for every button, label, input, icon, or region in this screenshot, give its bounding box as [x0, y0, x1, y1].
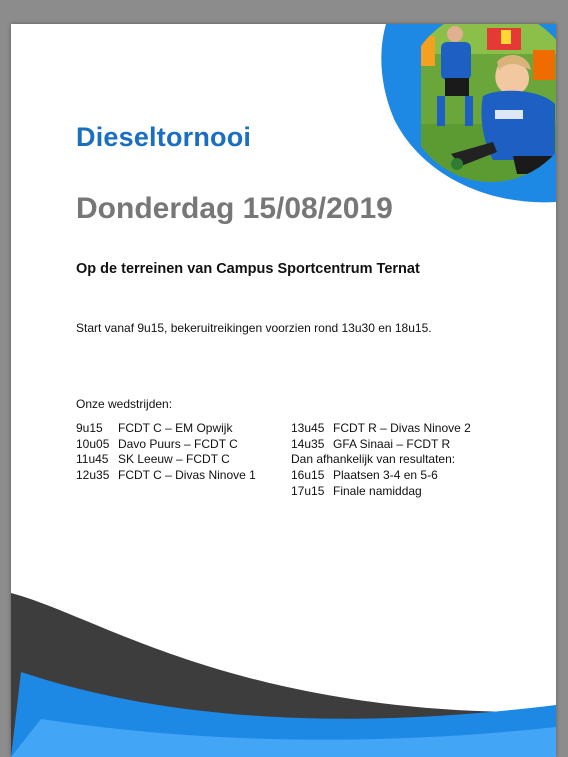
- schedule-left-column: [76, 421, 256, 484]
- match-time: 14u35: [291, 436, 325, 451]
- match-teams: Davo Puurs – FCDT C: [118, 436, 238, 451]
- event-location: Op de terreinen van Campus Sportcentrum Ternat: [76, 261, 420, 277]
- page-title: Dieseltornooi: [76, 122, 252, 152]
- schedule-right-column: [291, 421, 471, 500]
- start-info: Start vanaf 9u15, bekeruitreikingen voorzien rond 13u30 en 18u15.: [76, 321, 432, 335]
- match-time: 17u15: [291, 483, 325, 498]
- match-time: 11u45: [76, 452, 109, 467]
- conditional-note: Dan afhankelijk van resultaten:: [291, 452, 456, 467]
- match-teams: GFA Sinaai – FCDT R: [333, 436, 451, 451]
- match-time: 16u15: [291, 468, 325, 483]
- schedule-row: [291, 421, 471, 437]
- schedule-row: [76, 452, 256, 468]
- bottom-swoosh-decoration: [11, 587, 556, 757]
- schedule-row: [291, 468, 471, 484]
- match-time: 9u15: [76, 421, 103, 435]
- match-teams: FCDT R – Divas Ninove 2: [333, 421, 471, 435]
- match-time: 12u35: [76, 468, 110, 483]
- event-date: Donderdag 15/08/2019: [76, 192, 393, 225]
- match-teams: Plaatsen 3-4 en 5-6: [333, 468, 438, 483]
- match-time: 13u45: [291, 421, 325, 435]
- schedule-row: [76, 437, 256, 453]
- schedule-row: [76, 421, 256, 437]
- schedule-row: [291, 484, 471, 500]
- match-teams: FCDT C – EM Opwijk: [118, 421, 233, 435]
- match-teams: SK Leeuw – FCDT C: [118, 452, 230, 467]
- schedule-row: [76, 468, 256, 484]
- football-players-photo: [421, 24, 556, 184]
- schedule-row: [291, 437, 471, 453]
- matches-heading: Onze wedstrijden:: [76, 397, 173, 411]
- match-teams: FCDT C – Divas Ninove 1: [118, 468, 256, 483]
- match-teams: Finale namiddag: [333, 483, 422, 498]
- match-time: 10u05: [76, 436, 110, 451]
- document-page: [11, 24, 556, 757]
